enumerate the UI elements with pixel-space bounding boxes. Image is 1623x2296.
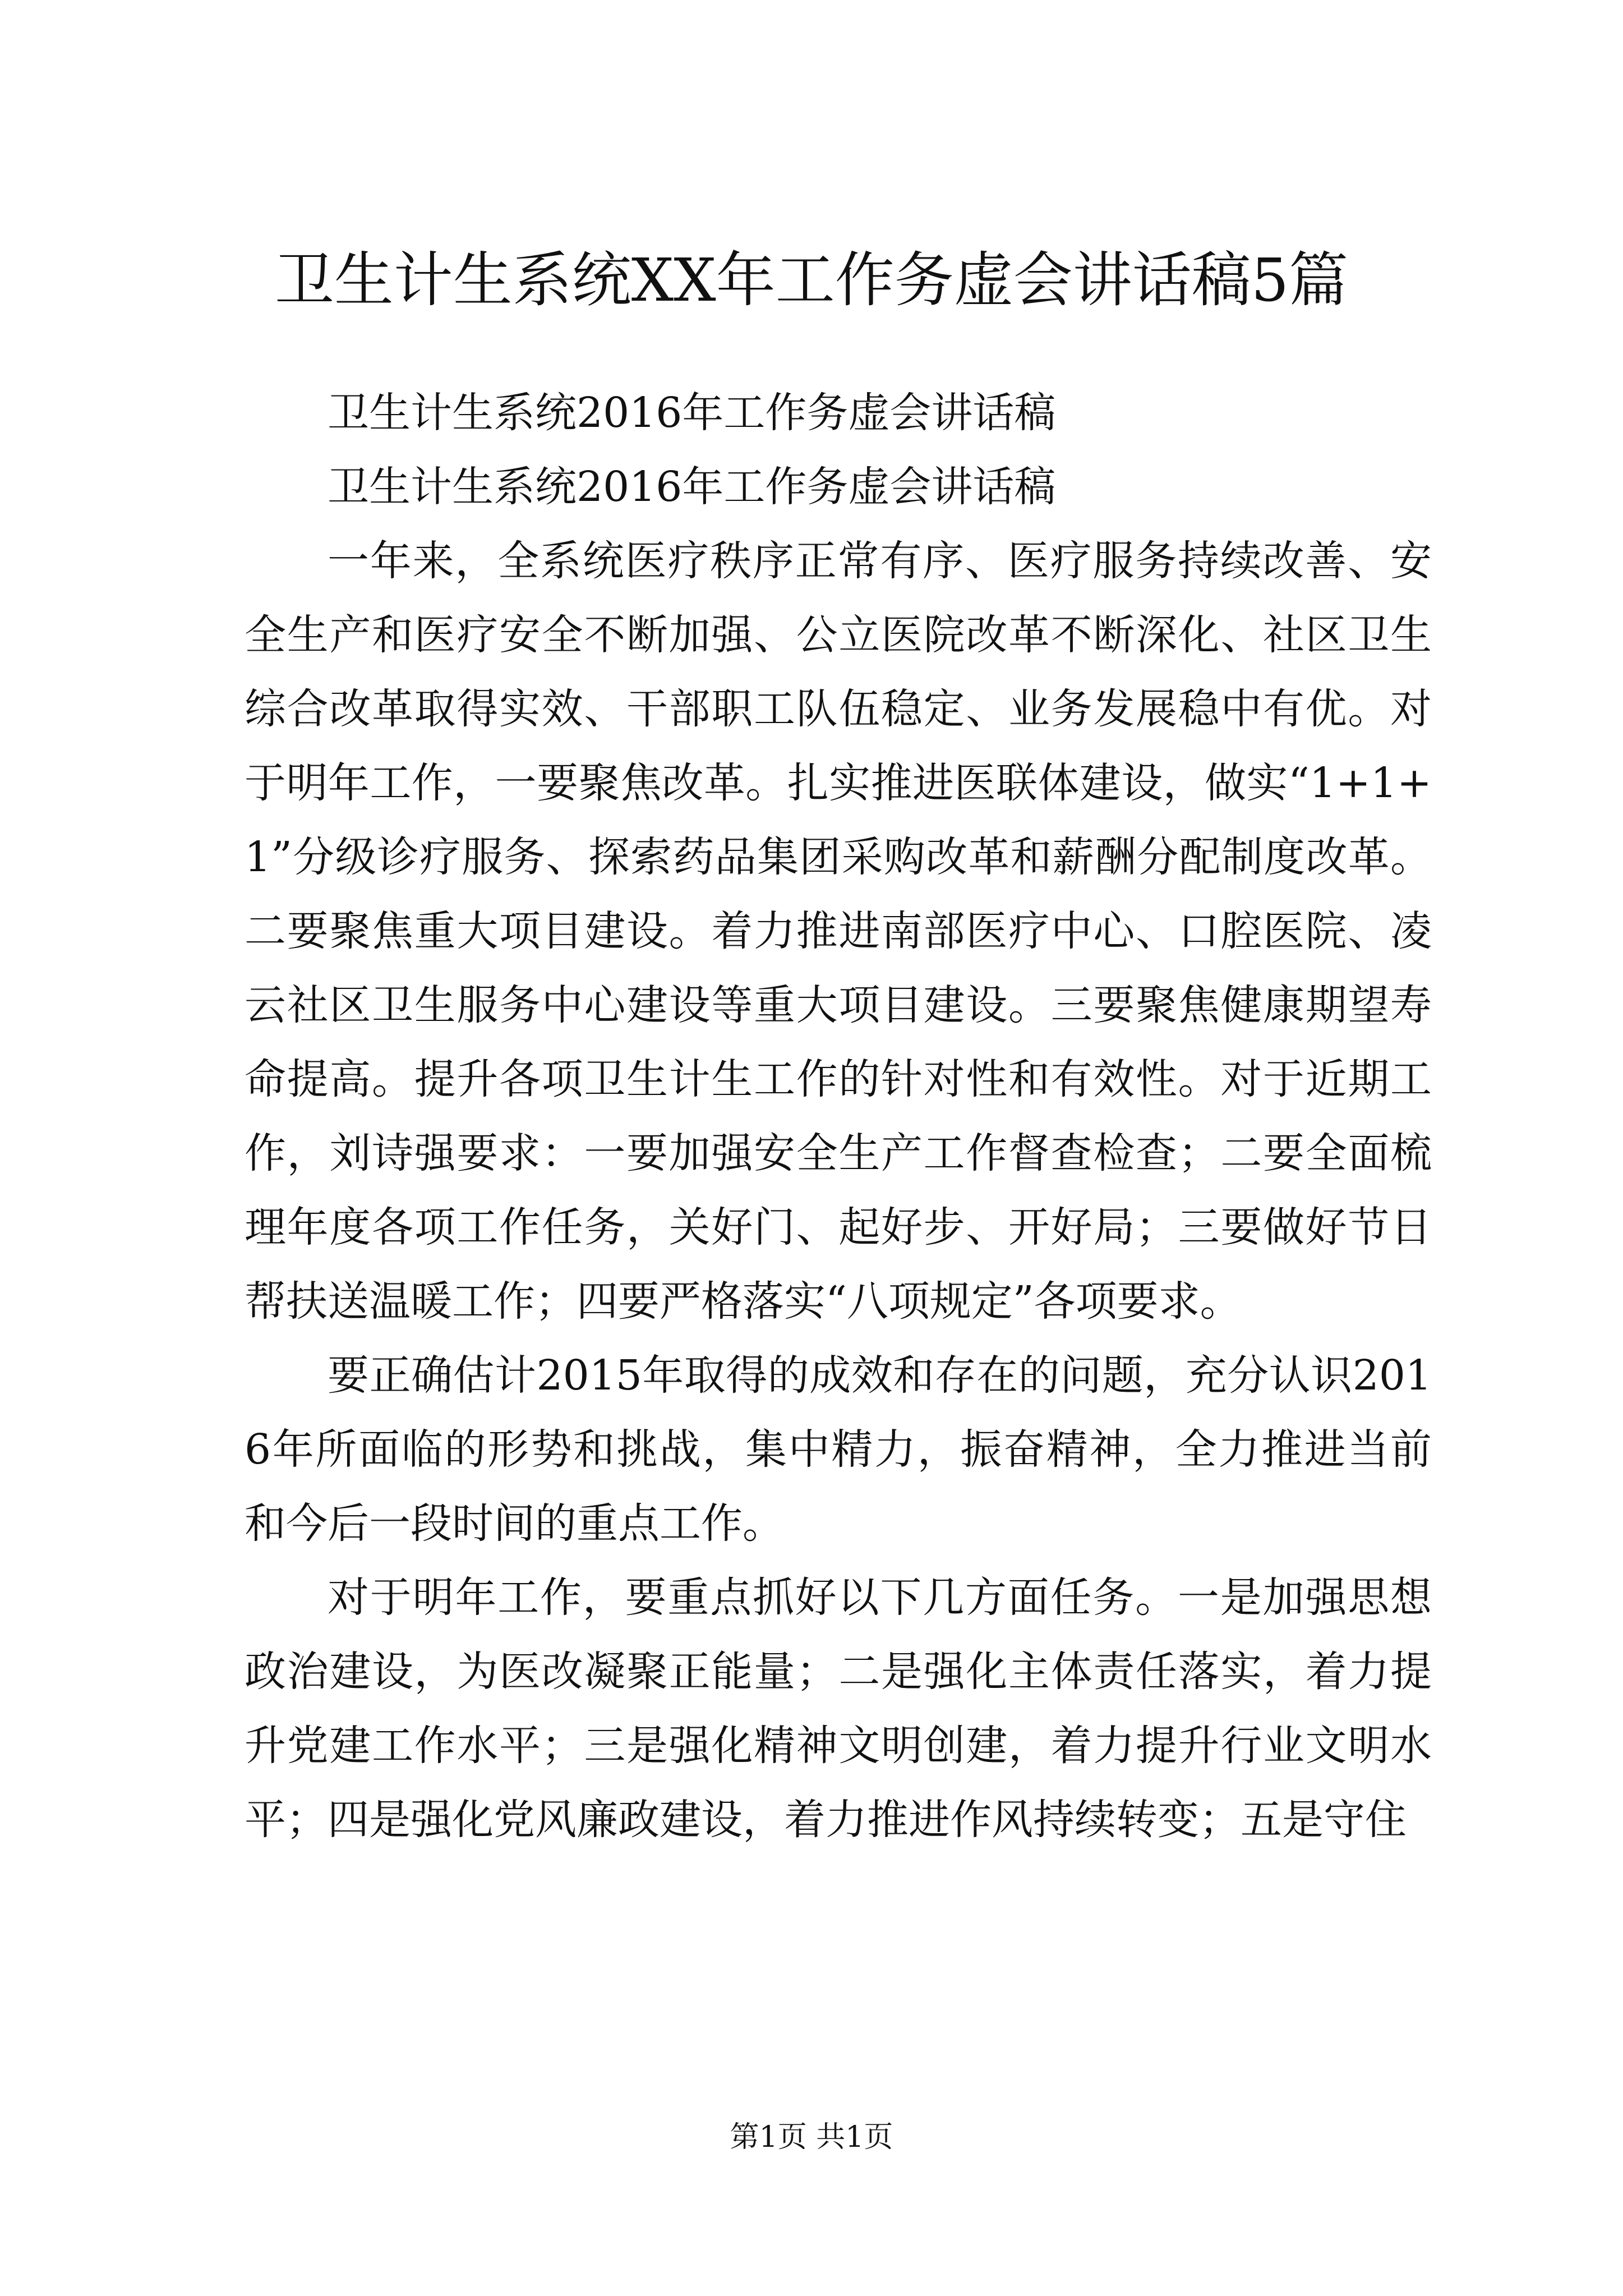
document-body [245, 376, 1432, 1857]
page-number-footer: 第1页 共1页 [730, 2120, 893, 2154]
paragraph-assessment: 要正确估计2015年取得的成效和存在的问题，充分认识2016年所面临的形势和挑战，集中精力，振奋精神，全力推进当前和今后一段时间的重点工作。 [245, 1351, 1432, 1548]
subtitle-line-2: 卫生计生系统2016年工作务虚会讲话稿 [328, 463, 1056, 511]
paragraph-tasks: 对于明年工作，要重点抓好以下几方面任务。一是加强思想政治建设，为医改凝聚正能量；二是强化主体责任落实，着力提升党建工作水平；三是强化精神文明创建，着力提升行业文明水平；四是强化党风廉政建设，着力推进作风持续转变；五是守住 [245, 1573, 1432, 1844]
paragraph-summary: 一年来，全系统医疗秩序正常有序、医疗服务持续改善、安全生产和医疗安全不断加强、公立医院改革不断深化、社区卫生综合改革取得实效、干部职工队伍稳定、业务发展稳中有优。对于明年工作，一要聚焦改革。扎实推进医联体建设，做实“1+1+1”分级诊疗服务、探索药品集团采购改革和薪酬分配制度改革。二要聚焦重大项目建设。着力推进南部医疗中心、口腔医院、凌云社区卫生服务中心建设等重大项目建设。三要聚焦健康期望寿命提高。提升各项卫生计生工作的针对性和有效性。对于近期工作，刘诗强要求：一要加强安全生产工作督查检查；二要全面梳理年度各项工作任务，关好门、起好步、开好局；三要做好节日帮扶送温暖工作；四要严格落实“八项规定”各项要求。 [245, 537, 1432, 1326]
document-title: 卫生计生系统XX年工作务虚会讲话稿5篇 [274, 246, 1349, 315]
subtitle-line-1: 卫生计生系统2016年工作务虚会讲话稿 [328, 389, 1056, 437]
